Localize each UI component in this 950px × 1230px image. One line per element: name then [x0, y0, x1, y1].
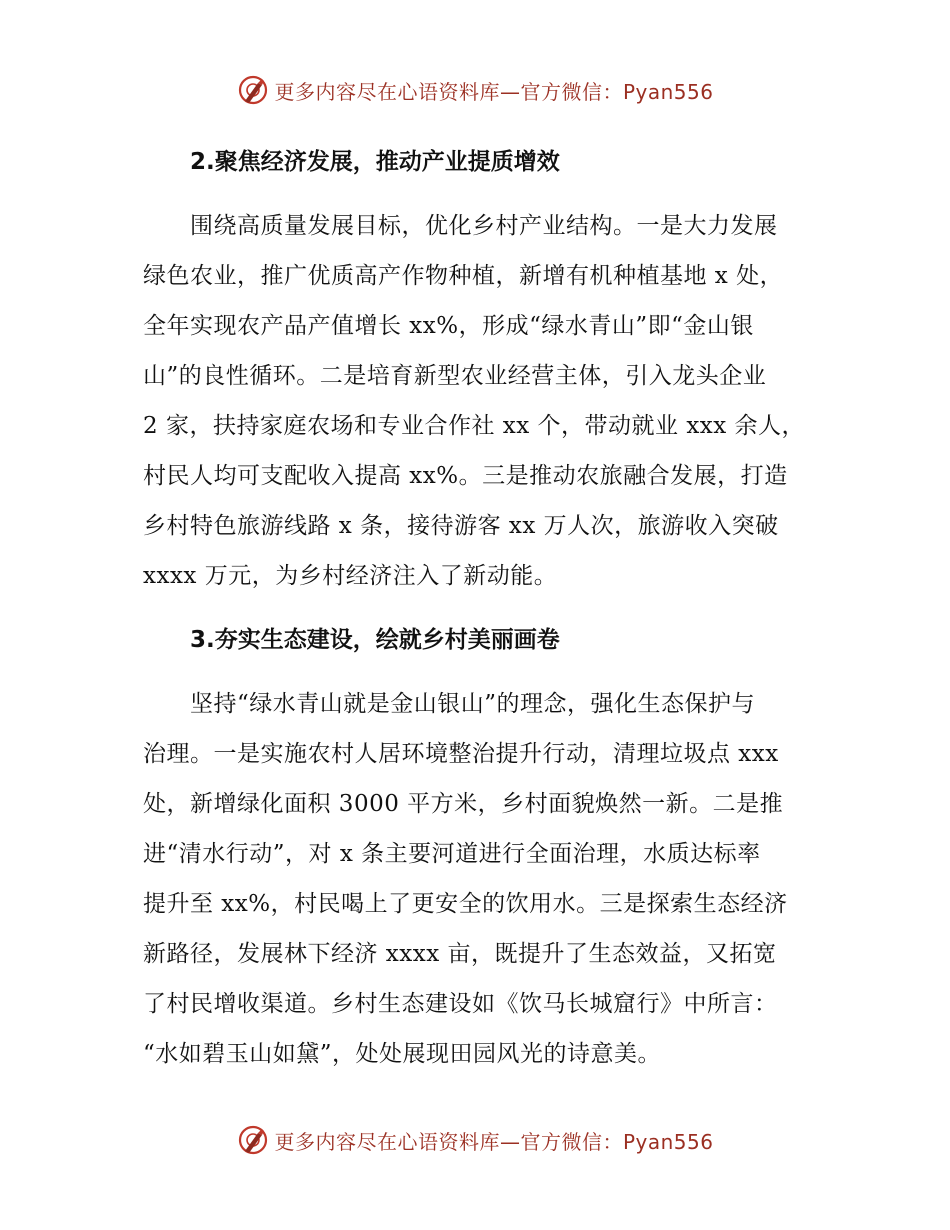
brand-logo-icon: [236, 1123, 270, 1157]
footer-banner: [0, 1120, 950, 1160]
header-banner: [0, 70, 950, 110]
paragraph-line: 坚持“绿水青山就是金山银山”的理念，强化生态保护与: [190, 691, 756, 717]
paragraph-line: 全年实现农产品产值增长 xx%，形成“绿水青山”即“金山银: [143, 313, 754, 339]
banner-text: 更多内容尽在心语资料库—官方微信：Pyan556: [274, 79, 714, 104]
paragraph-line: 2 家，扶持家庭农场和专业合作社 xx 个，带动就业 xxx 余人，: [143, 413, 806, 439]
paragraph-line: 提升至 xx%，村民喝上了更安全的饮用水。三是探索生态经济: [143, 891, 788, 917]
paragraph-line: 了村民增收渠道。乡村生态建设如《饮马长城窟行》中所言：: [143, 991, 778, 1017]
paragraph-line: “水如碧玉山如黛”，处处展现田园风光的诗意美。: [143, 1041, 662, 1067]
brand-logo-icon: [236, 73, 270, 107]
paragraph-line: 新路径，发展林下经济 xxxx 亩，既提升了生态效益，又拓宽: [143, 941, 777, 967]
section-heading-3: 3.夯实生态建设，绘就乡村美丽画卷: [190, 627, 560, 653]
paragraph-line: xxxx 万元，为乡村经济注入了新动能。: [143, 563, 558, 589]
paragraph-line: 山”的良性循环。二是培育新型农业经营主体，引入龙头企业: [143, 363, 767, 389]
paragraph-line: 处，新增绿化面积 3000 平方米，乡村面貌焕然一新。二是推: [143, 791, 784, 817]
paragraph-line: 进“清水行动”，对 x 条主要河道进行全面治理，水质达标率: [143, 841, 761, 867]
paragraph-line: 乡村特色旅游线路 x 条，接待游客 xx 万人次，旅游收入突破: [143, 513, 779, 539]
paragraph-line: 村民人均可支配收入提高 xx%。三是推动农旅融合发展，打造: [143, 463, 788, 489]
paragraph-line: 治理。一是实施农村人居环境整治提升行动，清理垃圾点 xxx: [143, 741, 779, 767]
paragraph-line: 绿色农业，推广优质高产作物种植，新增有机种植基地 x 处，: [143, 263, 784, 289]
paragraph-line: 围绕高质量发展目标，优化乡村产业结构。一是大力发展: [190, 213, 778, 239]
banner-text: 更多内容尽在心语资料库—官方微信：Pyan556: [274, 1129, 714, 1154]
section-heading-2: 2.聚焦经济发展，推动产业提质增效: [190, 149, 560, 175]
